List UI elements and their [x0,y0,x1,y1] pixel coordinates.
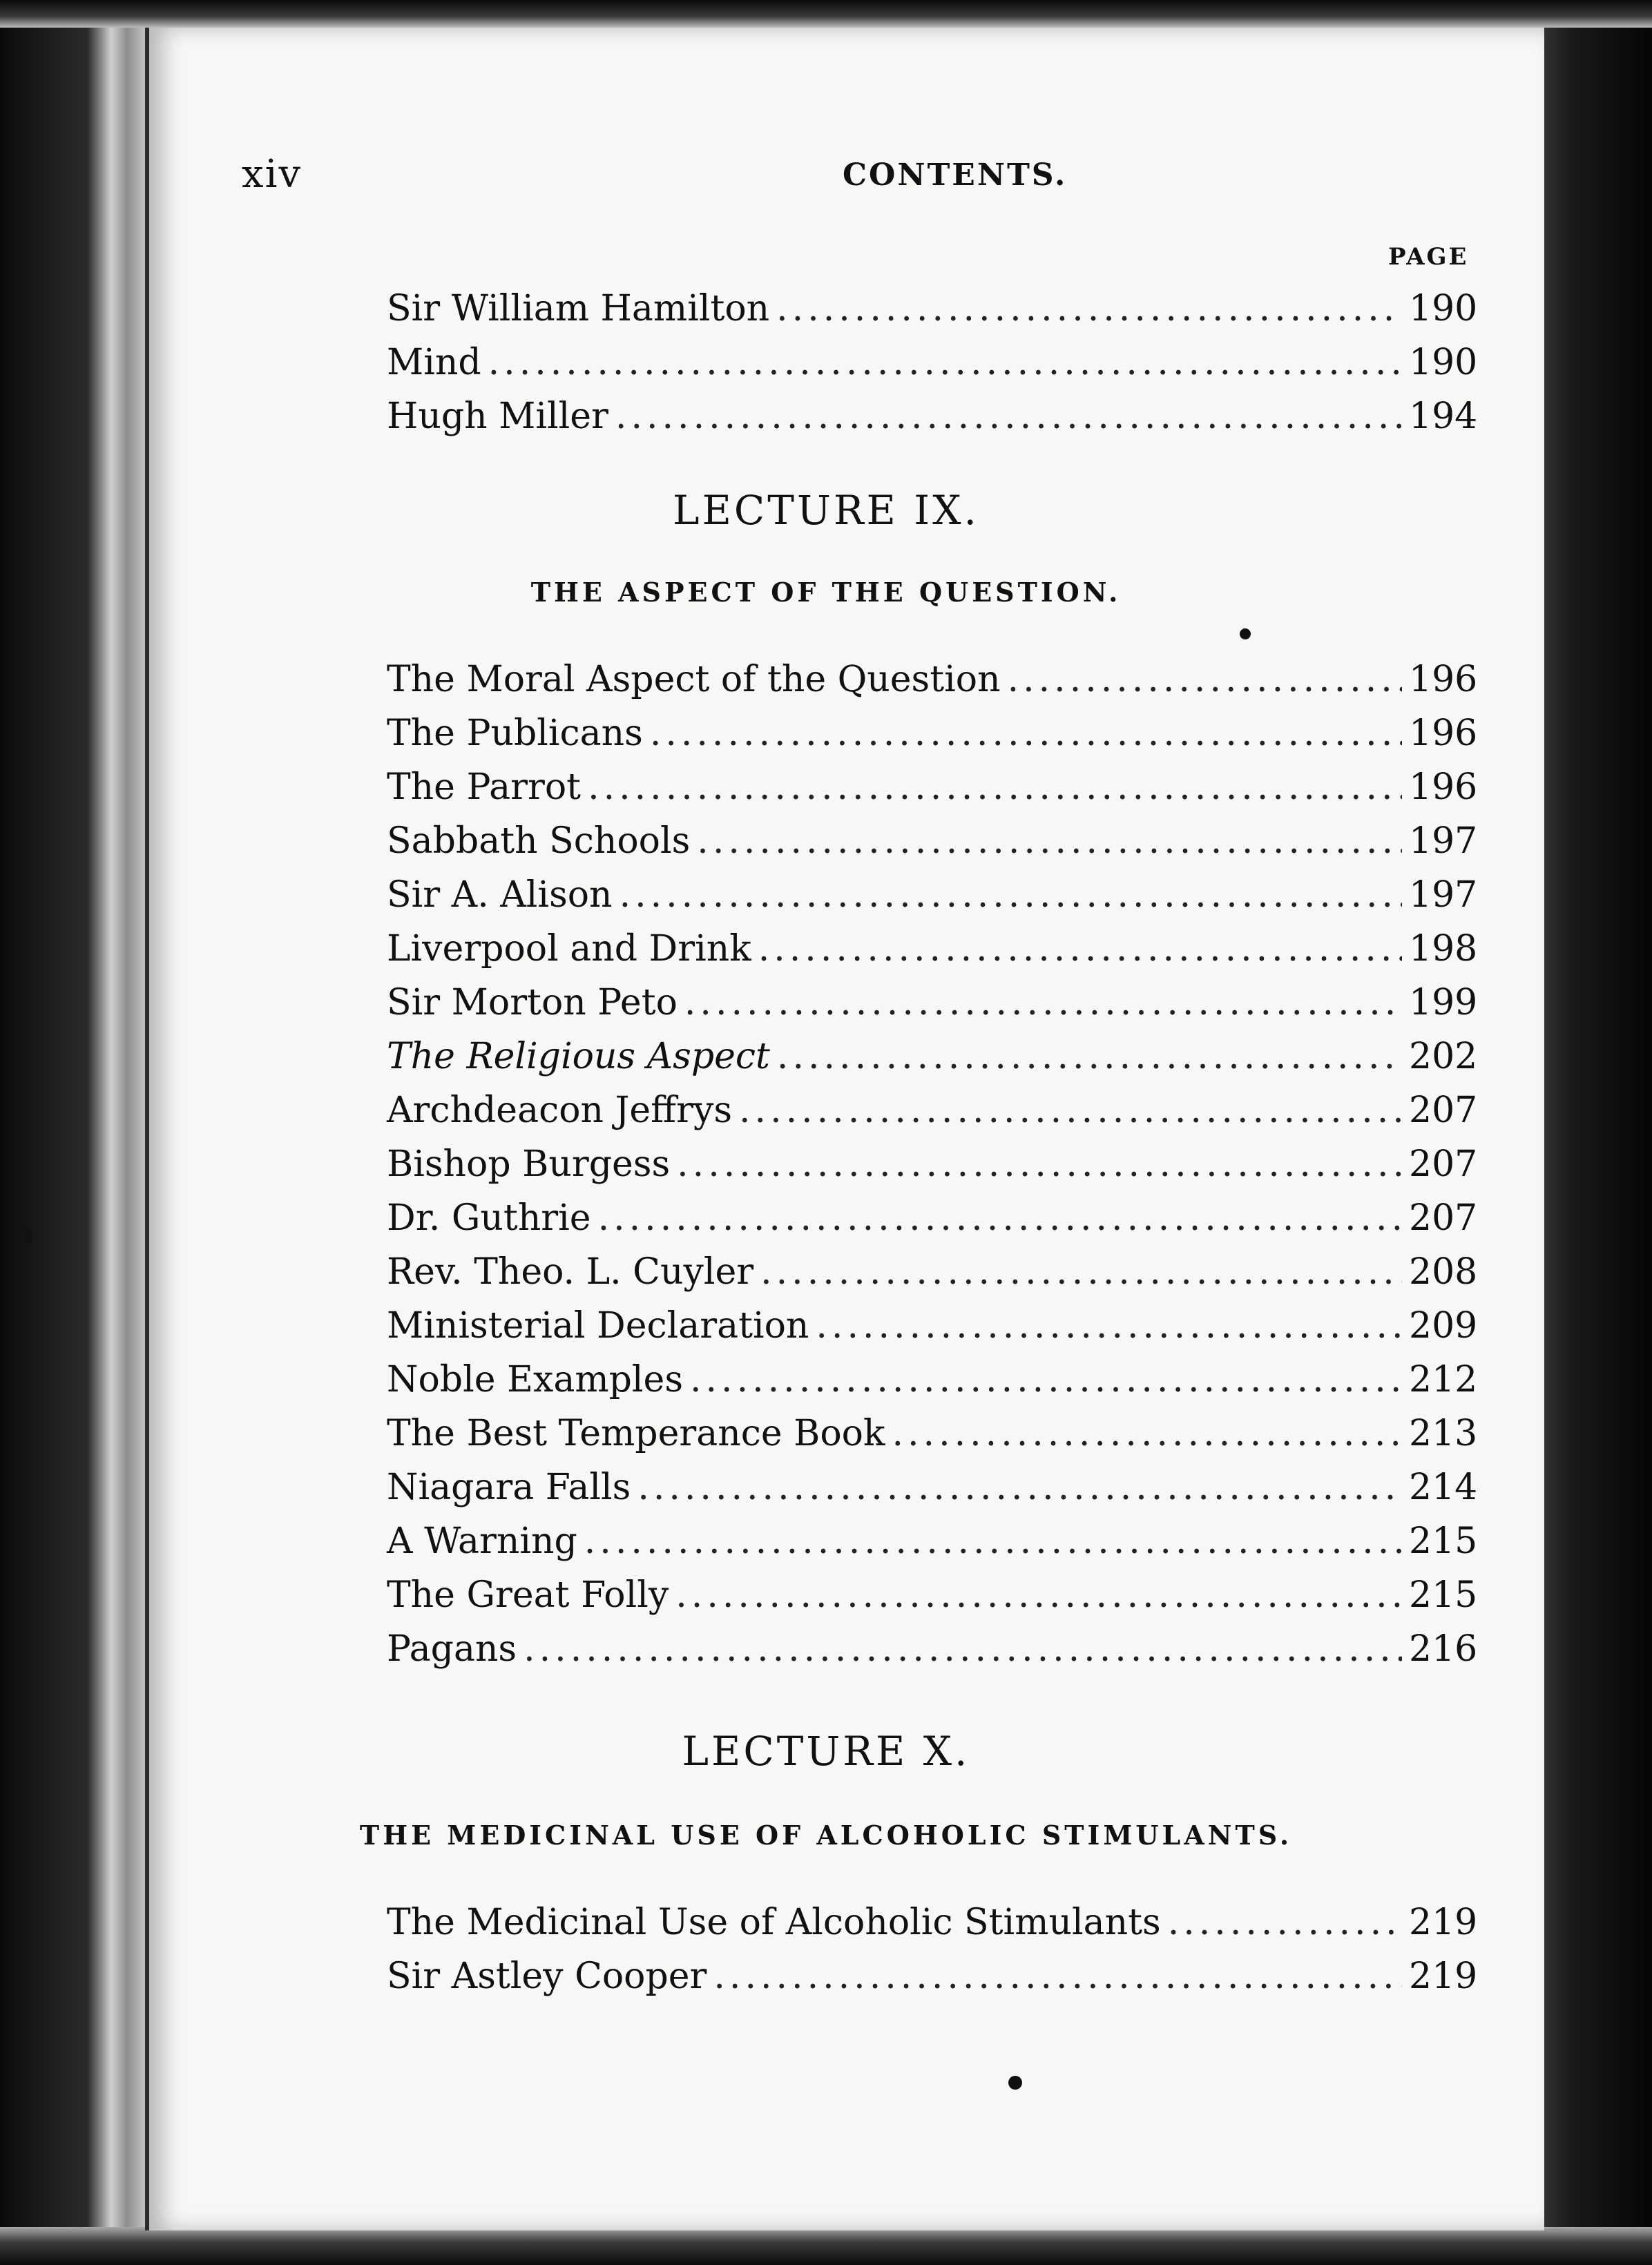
dot-leader [1008,653,1402,706]
book-binding-left [0,0,159,2265]
lecture-ix-entries [387,653,1478,1676]
toc-entry-title: Niagara Falls [387,1467,631,1508]
lecture-ix-subtitle: THE ASPECT OF THE QUESTION. [530,577,1122,608]
dot-leader [690,1353,1402,1407]
lecture-x-subtitle: THE MEDICINAL USE OF ALCOHOLIC STIMULANTS. [359,1820,1293,1851]
toc-entry-title: Hugh Miller [387,396,608,437]
dot-leader [620,868,1402,922]
toc-entry-title: The Medicinal Use of Alcoholic Stimulants [387,1902,1161,1943]
toc-entry [387,653,1478,706]
toc-entry-title: Sir Morton Peto [387,982,678,1023]
page-column-label: PAGE [1388,243,1469,271]
scan-edge-top [0,0,1652,28]
toc-entry-title: Archdeacon Jeffrys [387,1090,733,1131]
toc-entry [387,282,1478,336]
toc-entry-title: Dr. Guthrie [387,1197,591,1239]
toc-entry-page: 207 [1409,1197,1478,1239]
toc-entry [387,1191,1478,1245]
toc-entry-page: 194 [1409,396,1478,437]
toc-entry [387,389,1478,443]
ink-speck [1240,628,1251,639]
toc-entry-title: Sabbath Schools [387,820,691,862]
toc-entry-page: 190 [1409,342,1478,383]
toc-entry [387,336,1478,389]
dot-leader [697,814,1402,868]
toc-entry [387,1137,1478,1191]
toc-entry-page: 196 [1409,659,1478,700]
toc-entry-page: 215 [1409,1521,1478,1562]
toc-entry-title: The Moral Aspect of the Question [387,659,1001,700]
toc-entry-page: 212 [1409,1359,1478,1400]
toc-entry-title: The Great Folly [387,1574,669,1616]
toc-entry-page: 202 [1409,1036,1478,1077]
ink-speck [24,1229,32,1244]
book-edge-right [1535,0,1652,2265]
toc-entry-page: 197 [1409,820,1478,862]
dot-leader [684,976,1402,1030]
toc-entry-page: 219 [1409,1956,1478,1997]
toc-entry [387,1245,1478,1299]
toc-entry [387,706,1478,760]
toc-entry-page: 207 [1409,1090,1478,1131]
toc-entry-page: 219 [1409,1902,1478,1943]
dot-leader [588,760,1402,814]
dot-leader [488,336,1402,389]
toc-entry [387,1353,1478,1407]
toc-entry-title: Sir A. Alison [387,874,613,916]
toc-entry-title: The Religious Aspect [387,1036,770,1077]
toc-entry [387,760,1478,814]
toc-entry-page: 207 [1409,1144,1478,1185]
page-header [242,138,1471,200]
dot-leader [615,389,1402,443]
toc-entry [387,1949,1478,2003]
toc-entry-page: 197 [1409,874,1478,916]
toc-entry [387,1568,1478,1622]
toc-entry-title: Rev. Theo. L. Cuyler [387,1251,754,1293]
toc-entry [387,1030,1478,1083]
toc-entry-page: 213 [1409,1413,1478,1454]
dot-leader [584,1514,1402,1568]
dot-leader [760,1245,1402,1299]
toc-entry [387,1896,1478,1949]
toc-entry [387,1461,1478,1514]
toc-entry-title: The Best Temperance Book [387,1413,885,1454]
toc-entry-page: 198 [1409,928,1478,970]
toc-entry-page: 209 [1409,1305,1478,1347]
dot-leader [758,922,1402,976]
toc-entry-page: 215 [1409,1574,1478,1616]
toc-entry-page: 214 [1409,1467,1478,1508]
dot-leader [777,1030,1402,1083]
toc-entry-title: Liverpool and Drink [387,928,751,970]
toc-entry-title: The Parrot [387,767,582,808]
running-head: CONTENTS. [843,157,1068,193]
toc-entry-title: Mind [387,342,481,383]
toc-entry-page: 196 [1409,713,1478,754]
toc-entry-title: Ministerial Declaration [387,1305,809,1347]
toc-entry-title: Sir Astley Cooper [387,1956,707,1997]
toc-entry-title: Noble Examples [387,1359,683,1400]
dot-leader [598,1191,1402,1245]
toc-entry-page: 190 [1409,288,1478,329]
dot-leader [776,282,1402,336]
dot-leader [713,1949,1402,2003]
scan-edge-bottom [0,2227,1652,2265]
toc-entry [387,1299,1478,1353]
toc-entry-title: Bishop Burgess [387,1144,671,1185]
dot-leader [677,1137,1402,1191]
dot-leader [1168,1896,1402,1949]
toc-entry-page: 216 [1409,1628,1478,1670]
dot-leader [892,1407,1402,1461]
toc-entry [387,1514,1478,1568]
toc-entry [387,814,1478,868]
dot-leader [816,1299,1402,1353]
ink-speck [1008,2076,1022,2090]
toc-entry [387,1407,1478,1461]
toc-entry [387,1622,1478,1676]
toc-entry [387,922,1478,976]
toc-entry-page: 208 [1409,1251,1478,1293]
toc-entry-title: The Publicans [387,713,643,754]
dot-leader [739,1083,1402,1137]
dot-leader [524,1622,1402,1676]
toc-entry [387,976,1478,1030]
dot-leader [637,1461,1402,1514]
toc-top-entries [387,282,1478,443]
toc-entry-title: Pagans [387,1628,517,1670]
dot-leader [650,706,1402,760]
folio-number: xiv [242,152,302,197]
lecture-ix-heading: LECTURE IX. [673,487,979,534]
toc-entry-title: A Warning [387,1521,577,1562]
toc-entry [387,1083,1478,1137]
toc-entry-page: 199 [1409,982,1478,1023]
dot-leader [675,1568,1402,1622]
toc-entry [387,868,1478,922]
lecture-x-entries [387,1896,1478,2003]
toc-entry-title: Sir William Hamilton [387,288,770,329]
lecture-x-heading: LECTURE X. [682,1728,970,1775]
toc-entry-page: 196 [1409,767,1478,808]
